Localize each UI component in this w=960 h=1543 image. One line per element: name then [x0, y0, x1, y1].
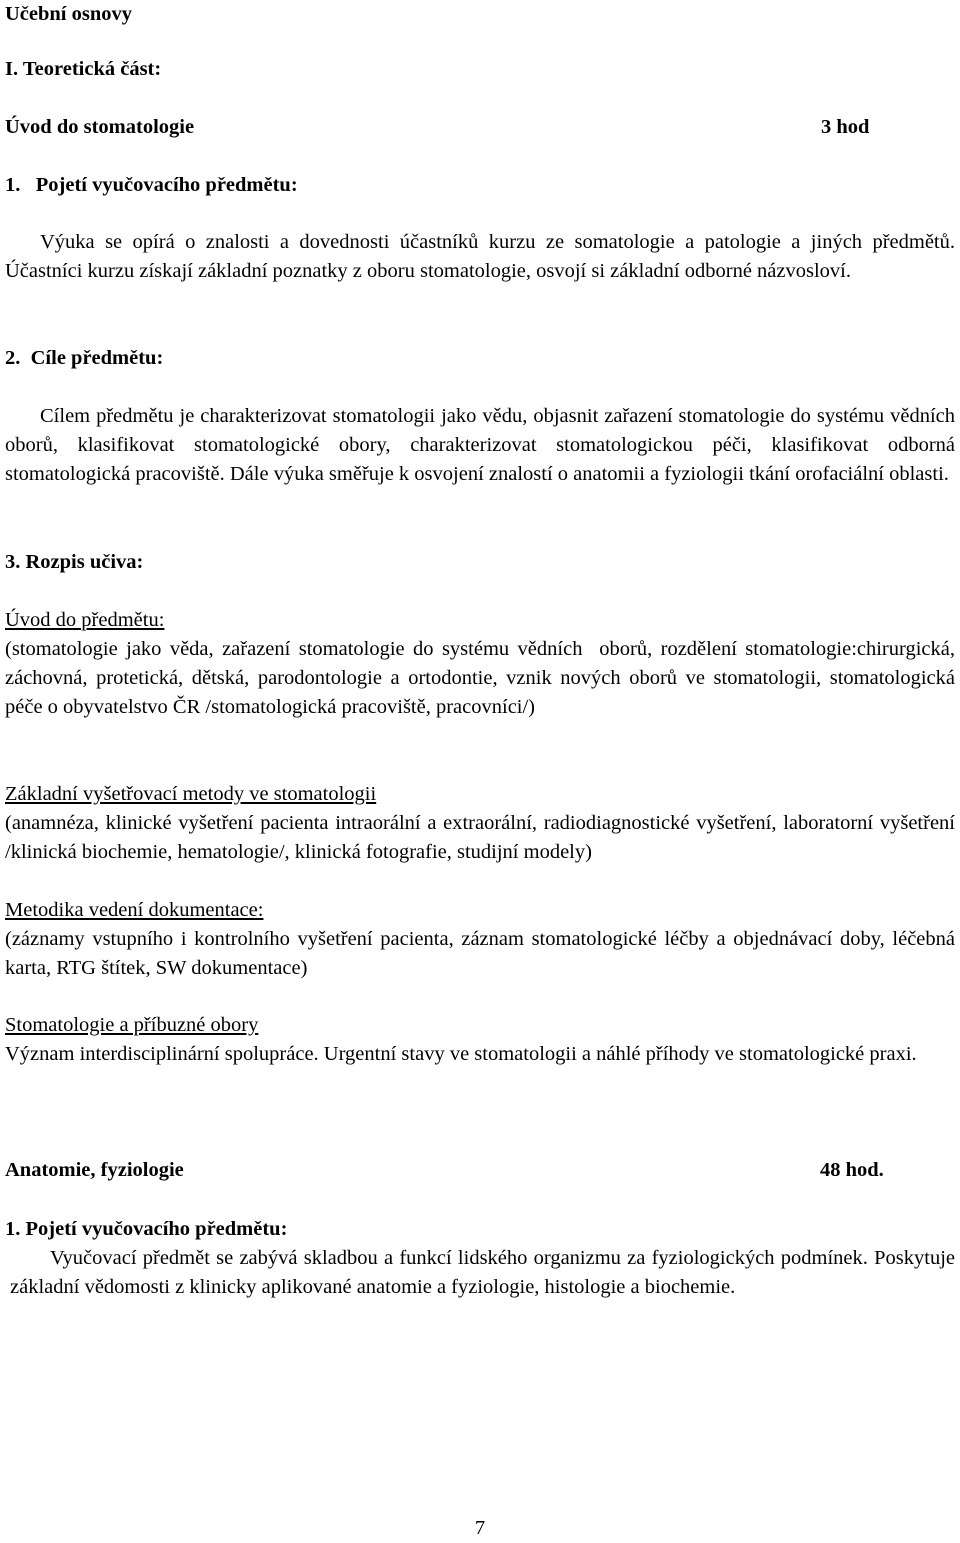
subheading-concept: 1. Pojetí vyučovacího předmětu: [5, 1218, 288, 1240]
topic-text: Význam interdisciplinární spolupráce. Urgentní stavy ve stomatologii a náhlé příhody ve stomatologické praxi. [5, 1043, 917, 1065]
topic-heading: Úvod do předmětu: [5, 609, 165, 631]
topic-heading: Základní vyšetřovací metody ve stomatologii [5, 783, 377, 805]
document-title: Učební osnovy [5, 3, 133, 25]
subheading-concept: 1. Pojetí vyučovacího předmětu: [5, 174, 298, 196]
part-heading: I. Teoretická část: [5, 58, 162, 80]
section-hours: 48 hod. [820, 1159, 884, 1181]
topic-text: (záznamy vstupního i kontrolního vyšetření pacienta, záznam stomatologické léčby a objednávací doby, léčebná karta, RTG štítek, SW dokumentace) [5, 928, 955, 979]
section-title: Úvod do stomatologie [5, 116, 195, 138]
topic-heading: Stomatologie a příbuzné obory [5, 1014, 259, 1036]
section-title: Anatomie, fyziologie [5, 1159, 184, 1181]
topic-text: (stomatologie jako věda, zařazení stomatologie do systému vědních oborů, rozdělení stomatologie:chirurgická, záchovná, protetická, dětská, parodontologie a ortodontie, vznik nových oborů ve stomatologii, stomatologická péče o obyvatelstvo ČR /stomatologická pracoviště, pracovníci/) [5, 638, 960, 718]
section-hours: 3 hod [821, 116, 870, 138]
page-number: 7 [474, 1517, 486, 1539]
section-title-row [5, 113, 955, 142]
section-title-row [5, 1156, 955, 1185]
paragraph-concept: Výuka se opírá o znalosti a dovednosti účastníků kurzu ze somatologie a patologie a jiných předmětů. Účastníci kurzu získají základní poznatky z oboru stomatologie, osvojí si základní odborné názvosloví. [5, 231, 955, 282]
subheading-curriculum: 3. Rozpis učiva: [5, 551, 144, 573]
subheading-goals: 2. Cíle předmětu: [5, 347, 164, 369]
topic-text: (anamnéza, klinické vyšetření pacienta intraorální a extraorální, radiodiagnostické vyšetření, laboratorní vyšetření /klinická biochemie, hematologie/, klinická fotografie, studijní modely) [5, 812, 955, 863]
paragraph-goals: Cílem předmětu je charakterizovat stomatologii jako vědu, objasnit zařazení stomatologie do systému vědních oborů, klasifikovat stomatologické obory, charakterizovat stomatologickou péči, klasifikovat odborná stomatologická pracoviště. Dále výuka směřuje k osvojení znalostí o anatomii a fyziologii tkání orofaciální oblasti. [5, 405, 955, 485]
paragraph-concept: Vyučovací předmět se zabývá skladbou a funkcí lidského organizmu za fyziologických podmínek. Poskytuje základní vědomosti z klinicky aplikované anatomie a fyziologie, histologie a biochemie. [10, 1247, 955, 1298]
topic-heading: Metodika vedení dokumentace: [5, 899, 264, 921]
